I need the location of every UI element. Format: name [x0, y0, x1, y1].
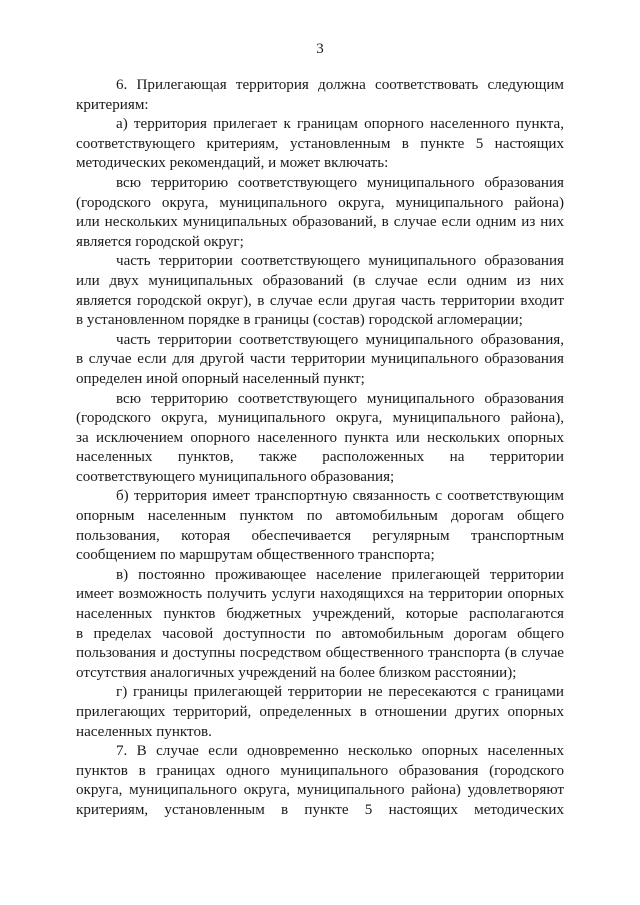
text-line: прилегающих территорий, определенных в отношении других опорных [76, 704, 564, 720]
text-line: или двух муниципальных образований (в случае если одним из них [76, 272, 564, 289]
text-line: соответствующего критериям, установленным в пункте 5 настоящих [76, 135, 564, 152]
text-line: населенных пунктов бюджетных учреждений, которые располагаются [76, 606, 564, 623]
text-line: всю территорию соответствующего муниципального образования [116, 390, 564, 407]
text-line: г) границы прилегающей территории не пересекаются с границами [116, 684, 564, 701]
text-line: (городского округа, муниципального округа, муниципального района) [76, 194, 564, 211]
text-line: часть территории соответствующего муниципального образования [116, 253, 564, 270]
text-line: соответствующего муниципального образования; [76, 468, 395, 485]
text-line: опорным населенным пунктом по автомобильным дорогам общего [76, 508, 564, 525]
text-line: пользования и доступны посредством общественного транспорта (в случае [76, 645, 564, 662]
text-line: является городской округ), в случае если другая часть территории входит [76, 292, 564, 309]
text-line: пользования, которая обеспечивается регулярным транспортным [76, 527, 564, 544]
text-line: населенных пунктов, также расположенных на территории [76, 449, 564, 466]
text-line: методических рекомендаций, и может включать: [76, 155, 389, 172]
text-line: или нескольких муниципальных образований, в случае если одним из них [76, 214, 564, 231]
text-line: в случае если для другой части территории муниципального образования [76, 351, 564, 368]
text-line: является городской округ; [76, 233, 244, 250]
text-line: б) территория имеет транспортную связанность с соответствующим [116, 488, 564, 505]
text-line: 7. В случае если одновременно несколько опорных населенных [116, 743, 564, 760]
text-line: 6. Прилегающая территория должна соответствовать следующим [116, 77, 564, 93]
text-line: в) постоянно проживающее население прилегающей территории [116, 566, 564, 583]
text-line: всю территорию соответствующего муниципального образования [116, 174, 564, 191]
text-line: определен иной опорный населенный пункт; [76, 370, 365, 387]
text-line: критериям, установленным в пункте 5 настоящих методических [76, 801, 564, 818]
text-line: в установленном порядке в границы (состав) городской агломерации; [76, 312, 523, 329]
text-line: критериям: [76, 96, 149, 113]
text-line: имеет возможность получить услуги находящихся на территории опорных [76, 586, 564, 603]
text-line: отсутствия аналогичных учреждений на более близком расстоянии); [76, 664, 517, 681]
text-line: за исключением опорного населенного пункта или нескольких опорных [76, 429, 564, 446]
text-line: сообщением по маршрутам общественного транспорта; [76, 547, 435, 564]
text-line: округа, муниципального округа, муниципального района) удовлетворяют [76, 782, 564, 799]
document-body [76, 76, 564, 821]
text-line: пунктов в границах одного муниципального образования (городского [76, 762, 564, 779]
text-line: а) территория прилегает к границам опорного населенного пункта, [116, 116, 564, 133]
text-line: часть территории соответствующего муниципального образования, [116, 331, 564, 348]
text-line: населенных пунктов. [76, 723, 212, 740]
text-line: (городского округа, муниципального округа, муниципального района), [76, 410, 564, 427]
page-number: 3 [316, 41, 324, 57]
text-line: в пределах часовой доступности по автомобильным дорогам общего [76, 625, 564, 642]
